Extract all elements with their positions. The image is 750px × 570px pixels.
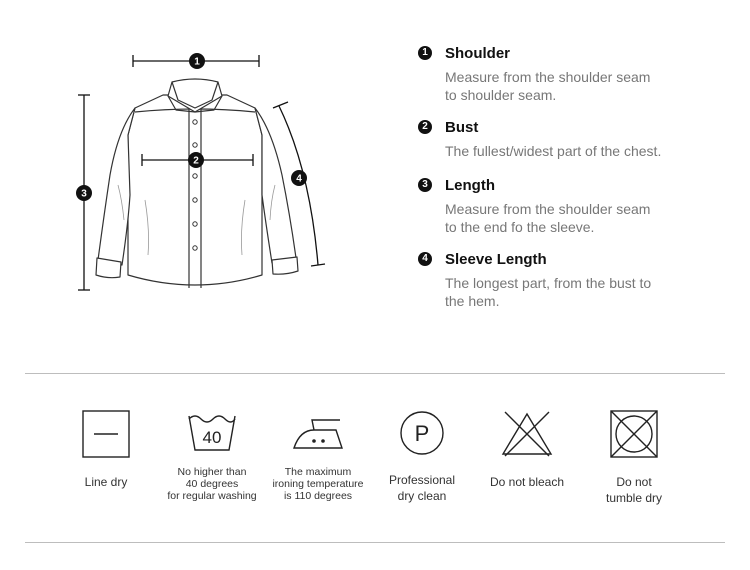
measurement-title: Bust: [445, 119, 479, 136]
svg-text:P: P: [414, 421, 430, 446]
line-dry-icon: [80, 408, 132, 460]
length-badge: [76, 185, 92, 201]
care-label: Do not tumble dry: [605, 475, 663, 505]
measurement-badge: 2: [418, 120, 432, 134]
top-divider: [25, 373, 725, 374]
care-label: Professional dry clean: [388, 473, 456, 503]
measurement-badge: 4: [418, 252, 432, 266]
measurement-badge: 3: [418, 178, 432, 192]
measurement-description: Measure from the shoulder seam to the end fo the sleeve.: [445, 201, 651, 235]
measurement-shoulder: [418, 44, 685, 104]
measurement-title: Length: [445, 177, 495, 194]
measurement-description: The longest part, from the bust to the hem.: [445, 275, 652, 309]
shirt-diagram: [70, 45, 340, 300]
care-item-do-not-bleach: [472, 408, 582, 490]
measurement-badge: 1: [418, 46, 432, 60]
do-not-bleach-icon: [499, 408, 555, 460]
measurement-title: Shoulder: [445, 45, 511, 62]
svg-text:40: 40: [202, 428, 222, 447]
care-item-professional-dry-clean: [367, 408, 477, 504]
svg-text:2: 2: [193, 155, 199, 167]
measurement-sleeve-length: [418, 250, 685, 310]
care-item-line-dry: [51, 408, 161, 490]
svg-text:3: 3: [81, 188, 87, 200]
measurement-bust: [418, 118, 705, 160]
care-item-do-not-tumble-dry: [579, 408, 689, 506]
professional-dry-clean-icon: [397, 408, 447, 458]
iron-icon: [290, 408, 346, 454]
care-item-iron: [263, 408, 373, 502]
sleeve-length-badge: [291, 170, 307, 186]
bust-badge: [188, 152, 204, 168]
shoulder-badge: [189, 53, 205, 69]
care-label: No higher than 40 degrees for regular washing: [167, 466, 257, 502]
measurement-description: Measure from the shoulder seam to shoulder seam.: [445, 69, 651, 103]
measurement-title: Sleeve Length: [445, 251, 547, 268]
svg-text:1: 1: [194, 56, 200, 68]
svg-text:4: 4: [296, 173, 302, 185]
measurement-length: [418, 176, 685, 236]
care-label: Do not bleach: [489, 475, 565, 489]
bottom-divider: [25, 542, 725, 543]
measurement-description: The fullest/widest part of the chest.: [445, 143, 662, 159]
care-item-wash-40: [157, 408, 267, 502]
care-label: Line dry: [84, 475, 128, 489]
care-label: The maximum ironing temperature is 110 degrees: [272, 466, 364, 502]
do-not-tumble-dry-icon: [608, 408, 660, 460]
wash-40-icon: [186, 408, 238, 454]
